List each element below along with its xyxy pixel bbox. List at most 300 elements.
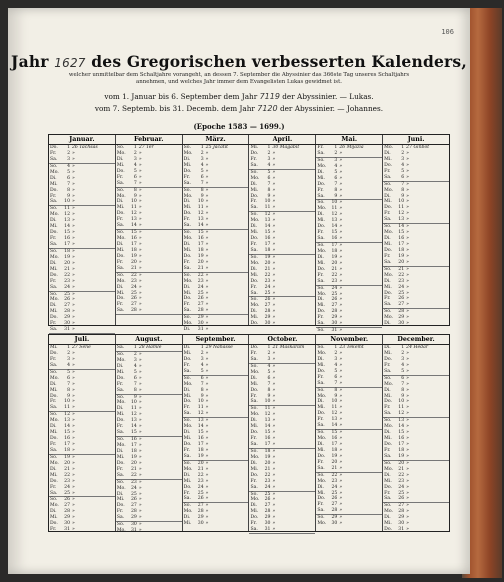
- day-row: Mi. 21 »: [250, 466, 276, 472]
- month-header-januar: Januar.: [69, 136, 95, 143]
- day-row: Mo. 16 »: [317, 436, 343, 442]
- day-row: Mi. 21 »: [50, 266, 75, 272]
- day-row: Sa. 4 »: [49, 363, 115, 370]
- day-row: So. 22 »: [116, 272, 142, 278]
- day-row: Mi. 29 »: [50, 515, 75, 521]
- day-row: Sa. 31 »: [49, 327, 115, 334]
- day-row: Do. 2 »: [250, 150, 276, 156]
- day-row: Sa. 2 »: [316, 151, 382, 158]
- day-row: So. 20 »: [183, 460, 209, 466]
- day-row: Fr. 19 »: [384, 253, 409, 259]
- day-row: Di. 7 »: [50, 381, 75, 387]
- month-header-august: August.: [115, 335, 182, 344]
- day-row: So. 1 23 Tekemt: [317, 345, 364, 350]
- day-row: Di. 19 »: [317, 254, 343, 260]
- day-row: Fr. 17 »: [50, 442, 75, 447]
- day-row: Fr. 27 »: [183, 302, 209, 308]
- day-row: Sa. 11 »: [249, 205, 315, 212]
- day-row: So. 3 »: [317, 157, 343, 163]
- day-row: Di. 6 »: [250, 375, 276, 381]
- day-row: Do. 18 »: [384, 247, 409, 253]
- day-row: Sa. 23 »: [316, 279, 382, 286]
- day-row: Mi. 20 »: [317, 260, 343, 266]
- day-row: Mi. 8 »: [250, 187, 276, 193]
- day-row: Di. 15 »: [183, 430, 209, 436]
- day-row: Mo. 7 »: [384, 381, 409, 387]
- day-row: Do. 3 »: [183, 356, 209, 362]
- day-row: Mi. 30 »: [384, 521, 409, 527]
- day-row: Do. 29 »: [250, 515, 276, 521]
- day-row: Mi. 11 »: [317, 405, 343, 411]
- day-row: Mo. 28 »: [384, 509, 409, 515]
- day-row: Mi. 17 »: [384, 242, 409, 247]
- year-range-1: vom 1. Januar bis 6. September dem Jahr 7119 der Abyssinier. — Lukas.: [104, 92, 374, 101]
- day-row: Do. 15 »: [250, 430, 276, 436]
- day-row: Mi. 11 »: [183, 205, 209, 211]
- day-row: Di. 9 »: [384, 193, 409, 199]
- day-row: Sa. 24 »: [49, 285, 115, 292]
- day-row: Mo. 26 »: [250, 497, 276, 503]
- day-row: Sa. 13 »: [383, 217, 449, 224]
- day-row: Di. 16 »: [384, 236, 409, 242]
- day-row: So. 25 »: [250, 491, 276, 497]
- day-row: Do. 30 »: [250, 321, 276, 327]
- day-row: Di. 10 »: [183, 199, 209, 205]
- day-row: Mo. 9 »: [317, 393, 343, 399]
- day-row: Sa. 16 »: [316, 236, 382, 243]
- day-row: Mo. 9 »: [116, 193, 142, 199]
- day-row: Sa. 7 »: [183, 181, 249, 188]
- calendar-table-jan-jun: [48, 134, 450, 334]
- day-row: Do. 26 »: [116, 296, 142, 302]
- month-columns: [49, 145, 449, 334]
- day-row: Fr. 17 »: [250, 242, 276, 247]
- day-row: Mo. 10 »: [116, 400, 142, 406]
- day-row: Fr. 6 »: [317, 374, 343, 380]
- day-row: Mo. 2 »: [317, 350, 343, 356]
- day-row: Fr. 3 »: [50, 356, 75, 362]
- month-column: [382, 345, 449, 531]
- day-row: So. 7 »: [384, 181, 409, 187]
- day-row: Sa. 5 »: [383, 369, 449, 376]
- day-row: So. 28 »: [384, 309, 409, 315]
- month-header-november: November.: [315, 335, 382, 344]
- day-row: Sa. 21 »: [116, 266, 182, 273]
- day-row: Do. 29 »: [50, 315, 75, 321]
- day-row: Sa. 6 »: [383, 175, 449, 182]
- year-range-2: vom 7. Septemb. bis 31. Decemb. dem Jahr 7120 der Abyssinier. — Johannes.: [94, 104, 384, 113]
- day-row: Di. 22 »: [384, 472, 409, 478]
- day-row: Fr. 7 »: [116, 381, 142, 387]
- day-row: Do. 5 »: [317, 368, 343, 374]
- day-row: Sa. 26 »: [183, 496, 249, 503]
- day-row: Mi. 18 »: [116, 247, 142, 253]
- day-row: Sa. 4 »: [249, 163, 315, 170]
- day-row: Do. 24 »: [384, 484, 409, 490]
- day-row: Di. 17 »: [183, 242, 209, 247]
- day-row: So. 27 »: [183, 503, 209, 509]
- handwritten-year: 1627: [54, 56, 86, 70]
- day-row: Di. 26 »: [317, 297, 343, 303]
- day-row: Fr. 27 »: [116, 302, 142, 308]
- day-row: Mo. 9 »: [183, 193, 209, 199]
- day-row: Fr. 2 »: [250, 350, 276, 356]
- month-header-september: September.: [182, 335, 249, 344]
- day-row: Di. 13 »: [50, 218, 75, 224]
- day-row: Mo. 13 »: [50, 418, 75, 424]
- day-row: Mo. 20 »: [250, 260, 276, 266]
- day-row: So. 5 »: [50, 369, 75, 375]
- day-row: So. 16 »: [116, 437, 142, 443]
- day-row: Mo. 7 »: [183, 381, 209, 387]
- day-row: Fr. 18 »: [183, 447, 209, 453]
- day-row: Fr. 30 »: [50, 321, 75, 327]
- day-row: Do. 12 »: [116, 211, 142, 217]
- day-row: Mo. 13 »: [250, 218, 276, 224]
- day-row: Di. 3 »: [116, 156, 142, 162]
- day-row: Mo. 11 »: [317, 206, 343, 212]
- day-row: Fr. 12 »: [384, 211, 409, 217]
- day-row: So. 4 »: [250, 363, 276, 369]
- day-row: Mi. 23 »: [183, 478, 209, 484]
- day-row: Mo. 27 »: [50, 503, 75, 509]
- day-row: Di. 8 »: [183, 387, 209, 393]
- day-row: Do. 26 »: [183, 296, 209, 302]
- day-row: Do. 31 »: [384, 527, 409, 533]
- day-row: Sa. 14 »: [116, 223, 182, 230]
- day-row: So. 15 »: [116, 230, 142, 236]
- day-row: Do. 20 »: [116, 460, 142, 466]
- day-row: Do. 16 »: [50, 436, 75, 442]
- day-row: Fr. 13 »: [116, 217, 142, 223]
- month-column: [248, 145, 315, 325]
- day-row: Mi. 4 »: [317, 362, 343, 368]
- day-row: Di. 29 »: [183, 515, 209, 521]
- epoch-note: (Epoche 1583 — 1699.): [193, 122, 285, 131]
- day-row: So. 25 »: [50, 291, 75, 297]
- day-row: Mo. 14 »: [183, 424, 209, 430]
- day-row: Sa. 10 »: [249, 399, 315, 406]
- day-row: Do. 5 »: [183, 168, 209, 174]
- day-row: Sa. 22 »: [116, 473, 182, 480]
- day-row: So. 19 »: [50, 454, 75, 460]
- month-column: [382, 145, 449, 325]
- day-row: Do. 8 »: [50, 187, 75, 193]
- day-row: Di. 1 29 Nahasse: [183, 345, 233, 350]
- day-row: Mi. 10 »: [384, 199, 409, 205]
- day-row: Fr. 31 »: [50, 527, 75, 533]
- day-row: Di. 14 »: [250, 224, 276, 230]
- day-row: Mo. 16 »: [183, 236, 209, 242]
- day-row: So. 15 »: [317, 430, 343, 436]
- day-row: Mi. 1 27 Sene: [50, 345, 91, 350]
- day-row: Mi. 7 »: [50, 181, 75, 187]
- day-row: Di. 24 »: [183, 284, 209, 290]
- day-row: Fr. 9 »: [250, 393, 276, 399]
- day-row: So. 14 »: [384, 224, 409, 230]
- day-row: Fr. 28 »: [116, 509, 142, 515]
- subtitle-line-1: welcher unmittelbar dem Schaltjahre vorangeht, an dessen 7. September die Abyssinier das 366ste Tag unseres Schaltjahrs: [68, 72, 410, 78]
- page-number: 106: [441, 28, 454, 36]
- day-row: Do. 13 »: [116, 418, 142, 424]
- day-row: Mo. 2 »: [183, 150, 209, 156]
- day-row: Fr. 23 »: [250, 478, 276, 484]
- day-row: Do. 24 »: [183, 484, 209, 490]
- month-header-juni: Juni.: [382, 135, 449, 144]
- month-column: [248, 345, 315, 531]
- day-row: Mo. 16 »: [116, 236, 142, 242]
- day-row: Do. 10 »: [183, 399, 209, 405]
- day-row: Di. 3 »: [317, 356, 343, 362]
- day-row: Do. 19 »: [317, 453, 343, 459]
- day-row: Fr. 1 26 Mijazia: [317, 145, 364, 150]
- day-row: Mi. 14 »: [250, 424, 276, 430]
- day-row: Mi. 25 »: [317, 490, 343, 496]
- day-row: Do. 19 »: [116, 253, 142, 259]
- day-row: Fr. 3 »: [250, 156, 276, 162]
- day-row: Mo. 2 »: [116, 150, 142, 156]
- day-row: Fr. 23 »: [50, 278, 75, 284]
- day-row: Fr. 13 »: [317, 417, 343, 423]
- day-row: Di. 24 »: [116, 284, 142, 290]
- day-row: So. 18 »: [250, 448, 276, 454]
- day-row: Fr. 11 »: [183, 405, 209, 411]
- day-row: Fr. 25 »: [183, 490, 209, 496]
- day-row: Mo. 1 27 Ginbot: [384, 145, 430, 150]
- day-row: Fr. 13 »: [183, 217, 209, 223]
- day-row: Di. 5 »: [317, 169, 343, 175]
- day-row: Mi. 9 »: [183, 393, 209, 399]
- day-row: Mo. 12 »: [250, 412, 276, 418]
- day-row: Sa. 29 »: [116, 515, 182, 522]
- day-row: Mi. 15 »: [250, 230, 276, 236]
- day-row: So. 5 »: [250, 169, 276, 175]
- day-row: Fr. 20 »: [317, 459, 343, 465]
- day-row: So. 1 27 Ter: [116, 145, 154, 150]
- day-row: So. 8 »: [183, 187, 209, 193]
- day-row: Do. 28 »: [317, 309, 343, 315]
- day-row: So. 18 »: [50, 248, 75, 254]
- day-row: Mo. 23 »: [317, 478, 343, 484]
- day-row: Di. 21 »: [250, 266, 276, 272]
- day-row: Sa. 7 »: [116, 181, 182, 188]
- day-row: Sa. 15 »: [116, 430, 182, 437]
- month-column: [182, 345, 249, 531]
- day-row: Fr. 24 »: [50, 484, 75, 490]
- day-row: Mi. 9 »: [384, 393, 409, 399]
- month-header-februar: Februar.: [115, 135, 182, 144]
- day-row: Fr. 15 »: [317, 230, 343, 236]
- day-row: Mi. 22 »: [50, 472, 75, 478]
- day-row: Di. 13 »: [250, 418, 276, 424]
- day-row: Mi. 2 »: [384, 350, 409, 356]
- day-row: So. 29 »: [183, 315, 209, 321]
- month-column: [49, 345, 115, 531]
- day-row: Fr. 5 »: [384, 168, 409, 174]
- handwritten-abyssinian-year-1: 7119: [259, 92, 280, 101]
- day-row: Do. 11 »: [384, 205, 409, 211]
- day-row: Fr. 10 »: [50, 399, 75, 405]
- month-header-row: [49, 335, 449, 345]
- day-row: Di. 6 »: [50, 175, 75, 181]
- month-header-row: [49, 135, 449, 145]
- day-row: Sa. 18 »: [249, 248, 315, 255]
- day-row: Mi. 26 »: [116, 497, 142, 503]
- day-row: Mi. 18 »: [317, 447, 343, 453]
- day-row: Mo. 29 »: [384, 315, 409, 321]
- day-row: Mi. 30 »: [183, 521, 209, 527]
- day-row: Sa. 12 »: [183, 411, 249, 418]
- day-row: Mo. 3 »: [116, 357, 142, 363]
- day-row: Mi. 25 »: [116, 290, 142, 296]
- day-row: Mo. 15 »: [384, 230, 409, 236]
- day-row: Sa. 7 »: [316, 381, 382, 388]
- day-row: Di. 31 »: [183, 327, 209, 333]
- day-row: Mo. 20 »: [50, 460, 75, 466]
- day-row: Di. 25 »: [116, 491, 142, 497]
- day-row: So. 26 »: [250, 297, 276, 303]
- day-row: Do. 19 »: [183, 253, 209, 259]
- day-row: Fr. 14 »: [116, 424, 142, 430]
- day-row: So. 30 »: [116, 522, 142, 528]
- day-row: So. 27 »: [384, 503, 409, 509]
- day-row: Mi. 15 »: [50, 430, 75, 436]
- day-row: Mo. 17 »: [116, 443, 142, 448]
- day-row: Do. 16 »: [250, 236, 276, 242]
- month-column: [182, 145, 249, 333]
- day-row: Sa. 12 »: [383, 411, 449, 418]
- day-row: Mi. 22 »: [250, 272, 276, 278]
- day-row: Do. 15 »: [50, 230, 75, 236]
- day-row: So. 17 »: [317, 243, 343, 248]
- day-row: Fr. 16 »: [50, 236, 75, 242]
- day-row: Sa. 3 »: [249, 357, 315, 364]
- day-row: Do. 4 »: [384, 162, 409, 168]
- day-row: So. 6 »: [183, 375, 209, 381]
- day-row: Mo. 4 »: [317, 163, 343, 169]
- day-row: So. 11 »: [250, 406, 276, 412]
- day-row: Do. 30 »: [50, 521, 75, 527]
- day-row: Fr. 25 »: [384, 490, 409, 496]
- day-row: Mo. 6 »: [50, 375, 75, 381]
- day-row: Di. 15 »: [384, 430, 409, 436]
- day-row: Sa. 14 »: [183, 223, 249, 230]
- day-row: Fr. 10 »: [250, 199, 276, 205]
- day-row: Di. 24 »: [317, 484, 343, 490]
- day-row: So. 19 »: [250, 254, 276, 260]
- day-row: Mo. 19 »: [50, 254, 75, 260]
- day-row: Di. 27 »: [50, 303, 75, 309]
- day-row: Do. 1 26 Tachsas: [50, 145, 98, 150]
- day-row: Fr. 16 »: [250, 436, 276, 442]
- day-row: Sa. 24 »: [249, 485, 315, 492]
- month-columns: [49, 345, 449, 534]
- calendar-page: [8, 8, 470, 574]
- day-row: Di. 4 »: [116, 363, 142, 369]
- day-row: Sa. 17 »: [49, 242, 115, 249]
- day-row: Mi. 19 »: [116, 454, 142, 460]
- day-row: Sa. 10 »: [49, 199, 115, 206]
- day-row: Mi. 12 »: [116, 412, 142, 418]
- day-row: Fr. 11 »: [384, 405, 409, 411]
- day-row: Mi. 2 »: [183, 350, 209, 356]
- day-row: Do. 2 »: [50, 350, 75, 356]
- day-row: So. 2 »: [116, 351, 142, 357]
- day-row: Mi. 8 »: [50, 387, 75, 393]
- day-row: Do. 17 »: [384, 442, 409, 447]
- day-row: Fr. 9 »: [50, 193, 75, 199]
- day-row: Do. 9 »: [250, 193, 276, 199]
- day-row: So. 9 »: [116, 394, 142, 400]
- day-row: Sa. 19 »: [383, 454, 449, 461]
- day-row: Fr. 4 »: [384, 362, 409, 368]
- day-row: So. 29 »: [317, 515, 343, 521]
- day-row: Do. 7 »: [317, 181, 343, 187]
- month-column: [315, 345, 382, 531]
- day-row: Fr. 20 »: [116, 259, 142, 265]
- day-row: Di. 28 »: [50, 509, 75, 515]
- day-row: Di. 20 »: [250, 460, 276, 466]
- day-row: Do. 17 »: [183, 442, 209, 447]
- day-row: Sa. 27 »: [383, 302, 449, 309]
- day-row: Di. 10 »: [317, 399, 343, 405]
- day-row: Mo. 8 »: [384, 187, 409, 193]
- day-row: Fr. 18 »: [384, 447, 409, 453]
- day-row: So. 31 »: [317, 328, 343, 334]
- day-row: Fr. 27 »: [317, 502, 343, 508]
- month-header-mai: Mai.: [315, 135, 382, 144]
- day-row: Do. 27 »: [116, 503, 142, 509]
- day-row: Sa. 1 28 Hamle: [116, 345, 182, 352]
- day-row: Sa. 21 »: [316, 466, 382, 473]
- day-row: Fr. 24 »: [250, 284, 276, 290]
- day-row: Di. 12 »: [317, 212, 343, 218]
- day-row: Di. 8 »: [384, 387, 409, 393]
- day-row: Sa. 19 »: [183, 454, 249, 461]
- day-row: Mi. 28 »: [250, 509, 276, 515]
- day-row: So. 8 »: [116, 187, 142, 193]
- day-row: Mi. 27 »: [317, 303, 343, 309]
- day-row: Do. 25 »: [384, 290, 409, 296]
- day-row: Mi. 16 »: [183, 436, 209, 442]
- day-row: Fr. 30 »: [250, 521, 276, 527]
- day-row: Mo. 25 »: [317, 291, 343, 297]
- day-row: Do. 12 »: [317, 411, 343, 417]
- day-row: Do. 12 »: [183, 211, 209, 217]
- day-row: Mi. 24 »: [384, 284, 409, 290]
- day-row: Do. 5 »: [116, 168, 142, 174]
- day-row: So. 12 »: [50, 412, 75, 418]
- day-row: Sa. 11 »: [49, 405, 115, 412]
- day-row: Mo. 21 »: [384, 466, 409, 472]
- day-row: Mo. 23 »: [183, 278, 209, 284]
- day-row: Fr. 26 »: [384, 296, 409, 302]
- month-column: [115, 145, 182, 325]
- day-row: Di. 1 24 Hedar: [384, 345, 429, 350]
- day-row: So. 26 »: [50, 497, 75, 503]
- day-row: Mi. 25 »: [183, 290, 209, 296]
- day-row: Di. 30 »: [384, 321, 409, 327]
- day-row: Mo. 22 »: [384, 272, 409, 278]
- day-row: Mo. 24 »: [116, 485, 142, 491]
- day-row: Sa. 9 »: [316, 194, 382, 201]
- day-row: Mo. 5 »: [250, 369, 276, 375]
- day-row: Mo. 28 »: [183, 509, 209, 515]
- day-row: So. 12 »: [250, 212, 276, 218]
- day-row: Di. 11 »: [116, 406, 142, 412]
- day-row: So. 13 »: [183, 418, 209, 424]
- day-row: Di. 2 »: [384, 150, 409, 156]
